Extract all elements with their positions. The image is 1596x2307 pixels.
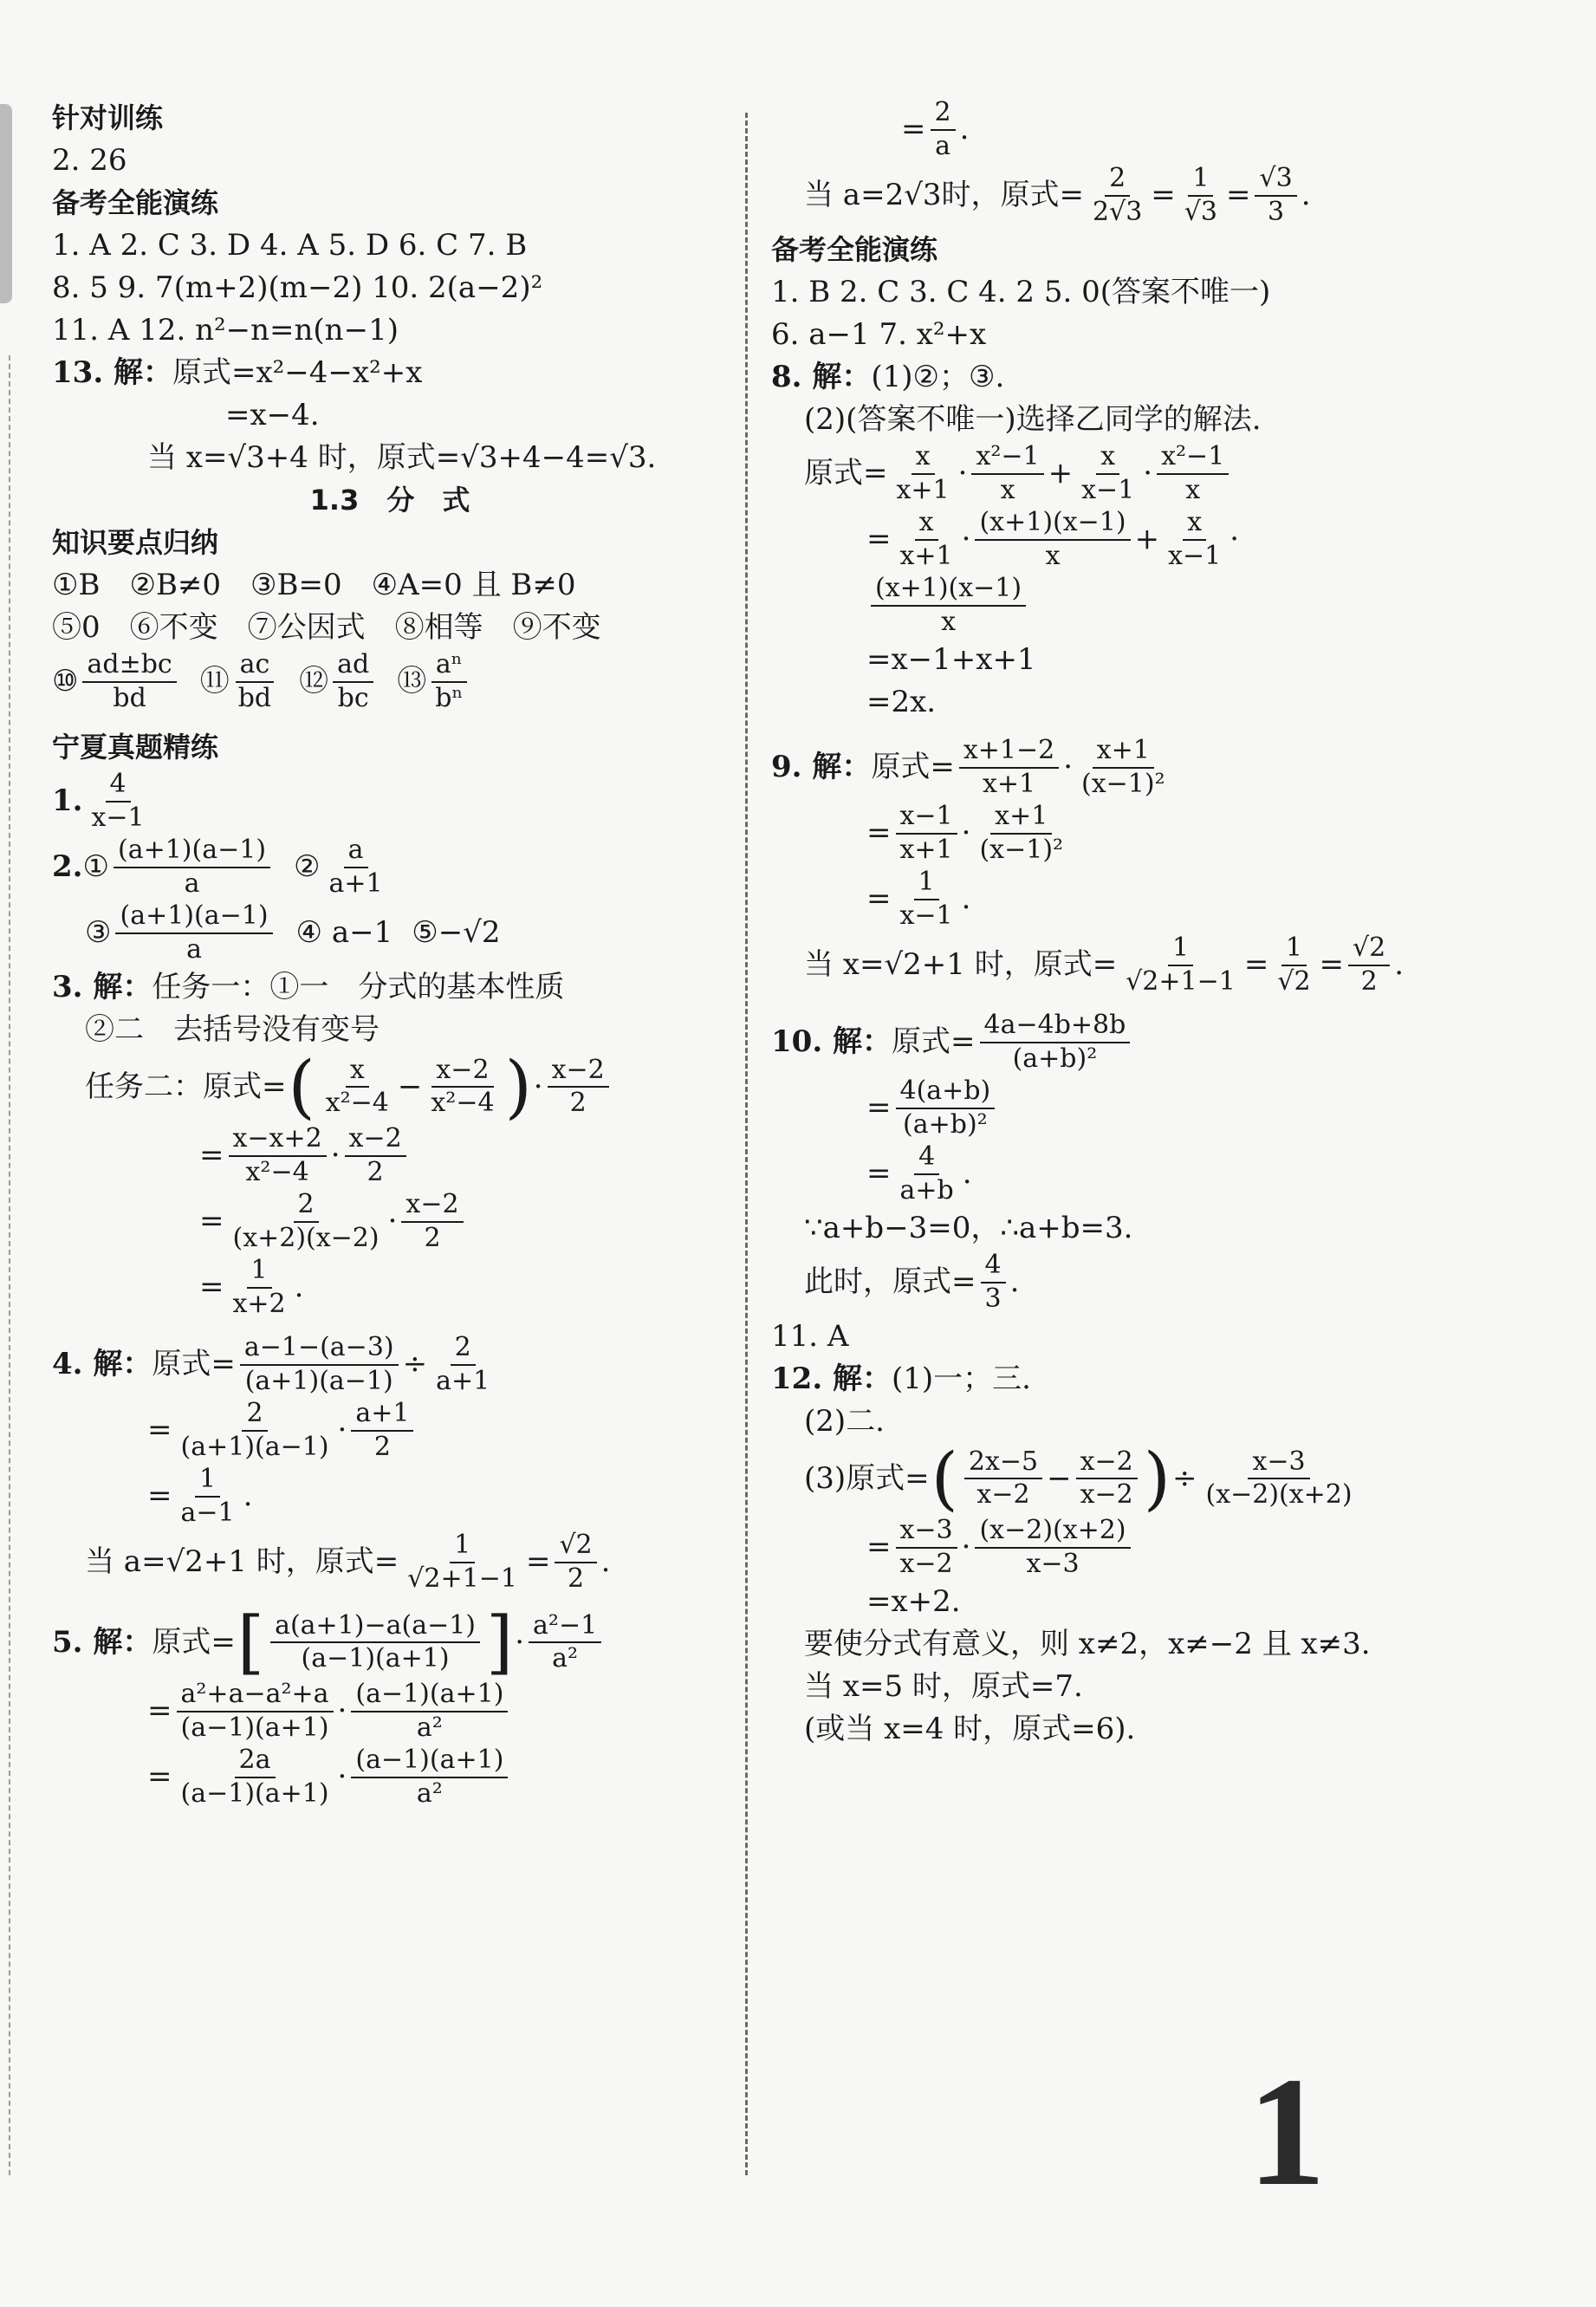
fraction: $\frac{(x-2)(x+2)}{x-3}$: [975, 1516, 1130, 1579]
fraction: $\frac{1}{√2}$: [1277, 933, 1311, 997]
fraction: $\frac{(x+1)(x-1)}{x}$: [975, 508, 1130, 571]
answer-line: 1. $\frac{4}{x-1}$: [52, 770, 728, 833]
solution-line: 原式= $\frac{x}{x+1}$ · $\frac{\text{x²−1}}{x}$ + $\frac{x}{x-1}$ · $\frac{\text{x²−1}}{x}$: [804, 442, 1482, 505]
fraction: $\frac{(a+1)(a-1)}{a}$: [115, 901, 272, 965]
answer-line: 2. ① $\frac{(a+1)(a-1)}{a}$ ② $\frac{a}{a+1}$: [52, 835, 728, 899]
solution-line: = $\frac{\text{a²+a−a²+a}}{(a-1)(a+1)}$ · $\frac{(a-1)(a+1)}{\text{a²}}$: [147, 1680, 728, 1743]
answer-line: 8. 5 9. 7(m+2)(m−2) 10. 2(a−2)²: [52, 270, 543, 305]
solution-line: = $\frac{x-1}{x+1}$ · $\frac{x+1}{\text{(x−1)²}}$: [866, 802, 1482, 865]
solution-line: 8. 解： (1)②；③.: [771, 359, 1005, 394]
fraction: $\frac{2}{(a+1)(a-1)}$: [180, 1398, 329, 1462]
fraction: $\frac{x-3}{(x-2)(x+2)}$: [1205, 1446, 1353, 1510]
fraction: $\frac{x-x+2}{\text{x²−4}}$: [229, 1124, 327, 1187]
fraction: $\frac{x-2}{x-2}$: [1076, 1447, 1138, 1511]
right-column: [771, 95, 1482, 1751]
fraction: $\frac{\text{aⁿ}}{\text{bⁿ}}$: [431, 650, 467, 713]
solution-line: = $\frac{1}{x+2}$ .: [199, 1255, 304, 1319]
answer-line: 1. A 2. C 3. D 4. A 5. D 6. C 7. B: [52, 227, 528, 263]
fraction: $\frac{1}{√2+1-1}$: [1126, 933, 1236, 997]
fraction: $\frac{1}{x+2}$: [232, 1255, 286, 1319]
fraction: $\frac{\text{a²−1}}{\text{a²}}$: [529, 1611, 601, 1674]
fraction: $\frac{x-2}{2}$: [345, 1124, 406, 1187]
heading-targeted-practice: 针对训练: [52, 101, 164, 134]
question-number: 13. 解：: [52, 354, 172, 390]
fraction: $\frac{x+1-2}{x+1}$: [959, 736, 1059, 799]
fraction: $\frac{\text{x²−1}}{x}$: [971, 442, 1043, 505]
solution-line: 9. 解： 原式= $\frac{x+1-2}{x+1}$ · $\frac{x+1}{\text{(x−1)²}}$: [771, 736, 1482, 799]
section-title: 1.3 分 式: [309, 484, 470, 517]
solution-line: 当 a=2√3时，原式= $\frac{2}{2√3}$ = $\frac{1}{√3}$ = $\frac{√3}{3}$ .: [804, 163, 1311, 227]
column-divider: [745, 113, 748, 2175]
fraction: $\frac{x+1}{\text{(x−1)²}}$: [1081, 735, 1165, 799]
fraction: $\frac{x-2}{2}$: [401, 1190, 463, 1253]
fraction: $\frac{1}{a-1}$: [180, 1464, 235, 1528]
page-edge-tab: [0, 104, 12, 303]
fraction: $\frac{(a-1)(a+1)}{\text{a²}}$: [351, 1680, 508, 1743]
fraction: $\frac{4a-4b+8b}{\text{(a+b)²}}$: [980, 1011, 1131, 1074]
fraction: $\frac{(a-1)(a+1)}{\text{a²}}$: [351, 1745, 508, 1809]
solution-line: (或当 x=4 时，原式=6).: [804, 1711, 1136, 1746]
fraction: $\frac{x}{x-1}$: [1081, 441, 1135, 505]
fraction: $\frac{x}{x-1}$: [1168, 507, 1222, 571]
fraction: $\frac{x}{x+1}$: [896, 441, 950, 505]
solution-line: = $\frac{x}{x+1}$ · $\frac{(x+1)(x-1)}{x}$ + $\frac{x}{x-1}$ ·: [866, 507, 1240, 571]
answer-line: 2. 26: [52, 142, 127, 178]
fraction: $\frac{ad\pm bc}{bd}$: [82, 650, 176, 713]
fraction: $\frac{√2}{2}$: [1348, 933, 1390, 997]
fraction: $\frac{2}{a+1}$: [436, 1332, 490, 1396]
fraction: $\frac{1}{√3}$: [1184, 163, 1217, 227]
solution-line: = $\frac{4}{a+b}$ .: [866, 1141, 972, 1205]
solution-line: 当 a=√2+1 时，原式= $\frac{1}{√2+1-1}$ = $\frac{√2}{2}$ .: [85, 1530, 611, 1594]
heading-exam-practice: 备考全能演练: [52, 186, 219, 219]
fraction: $\frac{\text{a²+a−a²+a}}{(a-1)(a+1)}$: [177, 1680, 334, 1743]
solution-line: = $\frac{x-3}{x-2}$ · $\frac{(x-2)(x+2)}{x-3}$: [866, 1516, 1482, 1579]
fraction: $\frac{4}{x-1}$: [91, 769, 145, 833]
solution-line: 4. 解： 原式= $\frac{a-1-(a-3)}{(a+1)(a-1)}$ ÷ $\frac{2}{a+1}$: [52, 1333, 728, 1396]
page-number: 1: [1248, 2045, 1326, 2218]
heading-exam-practice: 备考全能演练: [771, 233, 938, 266]
fraction: $\frac{a(a+1)-a(a-1)}{(a-1)(a+1)}$: [270, 1611, 480, 1674]
key-points-fractions: ⑩ $\frac{ad\pm bc}{bd}$ ⑪ $\frac{ac}{bd}$ ⑫ $\frac{ad}{bc}$ ⑬ $\frac{\text{aⁿ}}{\text{bⁿ}}$: [52, 650, 728, 713]
fraction: $\frac{x}{\text{x²−4}}$: [325, 1054, 389, 1118]
solution-line: =x−1+x+1: [866, 641, 1036, 677]
fraction: $\frac{2}{a}$: [931, 98, 956, 161]
fraction: $\frac{a}{a+1}$: [328, 835, 383, 899]
solution-line: 任务二：原式= ( $\frac{x}{\text{x²−4}}$ − $\frac{x-2}{\text{x²−4}}$ ) · $\frac{x-2}{2}$: [85, 1052, 728, 1121]
fraction: $\frac{ad}{bc}$: [333, 650, 373, 713]
solution-line: 13. 解： 原式=x²−4−x²+x: [52, 354, 423, 390]
solution-line: 此时，原式= $\frac{4}{3}$ .: [804, 1250, 1020, 1314]
fraction: $\frac{x-2}{\text{x²−4}}$: [431, 1054, 495, 1118]
fraction: $\frac{ac}{bd}$: [234, 650, 276, 713]
fraction: $\frac{x}{x+1}$: [899, 507, 953, 571]
fraction: $\frac{1}{√2+1-1}$: [407, 1530, 517, 1594]
solution-line: 12. 解： (1)一；三.: [771, 1361, 1031, 1396]
solution-line: = $\frac{1}{a-1}$ .: [147, 1464, 253, 1528]
margin-dashed-line: [9, 355, 10, 2175]
fraction: $\frac{2}{2√3}$: [1092, 163, 1143, 227]
solution-line: = $\frac{4(a+b)}{\text{(a+b)²}}$: [866, 1076, 1482, 1140]
solution-line: =x+2.: [866, 1583, 961, 1619]
fraction: $\frac{a+1}{2}$: [351, 1399, 413, 1462]
key-points-line: ①B ②B≠0 ③B=0 ④A=0 且 B≠0: [52, 567, 576, 602]
heading-key-points: 知识要点归纳: [52, 526, 219, 559]
solution-line: 3. 解： 任务一：①一 分式的基本性质: [52, 969, 565, 1004]
fraction: $\frac{2}{(x+2)(x-2)}$: [232, 1189, 380, 1253]
answer-line: ③ $\frac{(a+1)(a-1)}{a}$ ④ a−1 ⑤−√2: [85, 900, 501, 965]
fraction: $\frac{4(a+b)}{\text{(a+b)²}}$: [896, 1076, 996, 1140]
fraction: $\frac{4}{3}$: [981, 1251, 1006, 1314]
left-column: [52, 95, 728, 1811]
solution-line: 要使分式有意义，则 x≠2，x≠−2 且 x≠3.: [804, 1626, 1371, 1661]
fraction: $\frac{1}{x-1}$: [899, 867, 953, 931]
solution-line: 当 x=√3+4 时，原式=√3+4−4=√3.: [147, 439, 657, 475]
fraction: $\frac{x-2}{2}$: [548, 1056, 609, 1119]
solution-line: (2)二.: [804, 1403, 885, 1439]
solution-line: = $\frac{2}{(x+2)(x-2)}$ · $\frac{x-2}{2}$: [199, 1190, 728, 1253]
fraction: $\frac{x+1}{\text{(x−1)²}}$: [979, 801, 1064, 865]
solution-line: =x−4.: [225, 397, 320, 432]
solution-line: (3)原式= ( $\frac{2x-5}{x-2}$ − $\frac{x-2}{x-2}$ ) ÷ $\frac{x-3}{(x-2)(x+2)}$: [804, 1444, 1482, 1513]
fraction: $\frac{2a}{(a-1)(a+1)}$: [180, 1745, 329, 1809]
solution-line: = $\frac{x-x+2}{\text{x²−4}}$ · $\frac{x-2}{2}$: [199, 1124, 728, 1187]
answer-line: 11. A 12. n²−n=n(n−1): [52, 312, 399, 348]
solution-line: =2x.: [866, 684, 937, 719]
fraction: $\frac{(x+1)(x-1)}{x}$: [871, 574, 1026, 637]
solution-line: 当 x=5 时，原式=7.: [804, 1668, 1083, 1704]
solution-line: [866, 574, 1482, 637]
answer-line: 11. A: [771, 1318, 849, 1354]
solution-line: 当 x=√2+1 时，原式= $\frac{1}{√2+1-1}$ = $\frac{1}{√2}$ = $\frac{√2}{2}$ .: [804, 933, 1405, 997]
fraction: $\frac{(a+1)(a-1)}{a}$: [114, 835, 270, 899]
key-points-line: ⑤0 ⑥不变 ⑦公因式 ⑧相等 ⑨不变: [52, 609, 601, 645]
solution-line: = $\frac{2}{(a+1)(a-1)}$ · $\frac{a+1}{2}$: [147, 1399, 728, 1462]
fraction: $\frac{a-1-(a-3)}{(a+1)(a-1)}$: [240, 1333, 399, 1396]
heading-ningxia-exam: 宁夏真题精练: [52, 731, 219, 764]
solution-line: 10. 解： 原式= $\frac{4a-4b+8b}{\text{(a+b)²}}$: [771, 1011, 1482, 1074]
fraction: $\frac{4}{a+b}$: [899, 1141, 954, 1205]
fraction: $\frac{√2}{2}$: [555, 1530, 596, 1594]
fraction: $\frac{\text{x²−1}}{x}$: [1157, 442, 1229, 505]
fraction: $\frac{√3}{3}$: [1255, 164, 1296, 227]
fraction: $\frac{x-3}{x-2}$: [896, 1516, 957, 1579]
solution-line: = $\frac{2a}{(a-1)(a+1)}$ · $\frac{(a-1)(a+1)}{\text{a²}}$: [147, 1745, 728, 1809]
solution-line: ②二 去括号没有变号: [85, 1011, 380, 1047]
answer-line: 6. a−1 7. x²+x: [771, 316, 987, 352]
answer-line: 1. B 2. C 3. C 4. 2 5. 0(答案不唯一): [771, 274, 1271, 309]
fraction: $\frac{2x-5}{x-2}$: [964, 1447, 1042, 1511]
solution-line: = $\frac{2}{a}$ .: [901, 97, 970, 161]
solution-line: 5. 解： 原式= [ $\frac{a(a+1)-a(a-1)}{(a-1)(a+1)}$ ] · $\frac{\text{a²−1}}{\text{a²}}$: [52, 1608, 728, 1677]
solution-line: (2)(答案不唯一)选择乙同学的解法.: [804, 401, 1262, 437]
fraction: $\frac{x-1}{x+1}$: [896, 802, 957, 865]
solution-line: = $\frac{1}{x-1}$ .: [866, 867, 971, 931]
solution-line: ∵a+b−3=0，∴a+b=3.: [804, 1210, 1133, 1245]
